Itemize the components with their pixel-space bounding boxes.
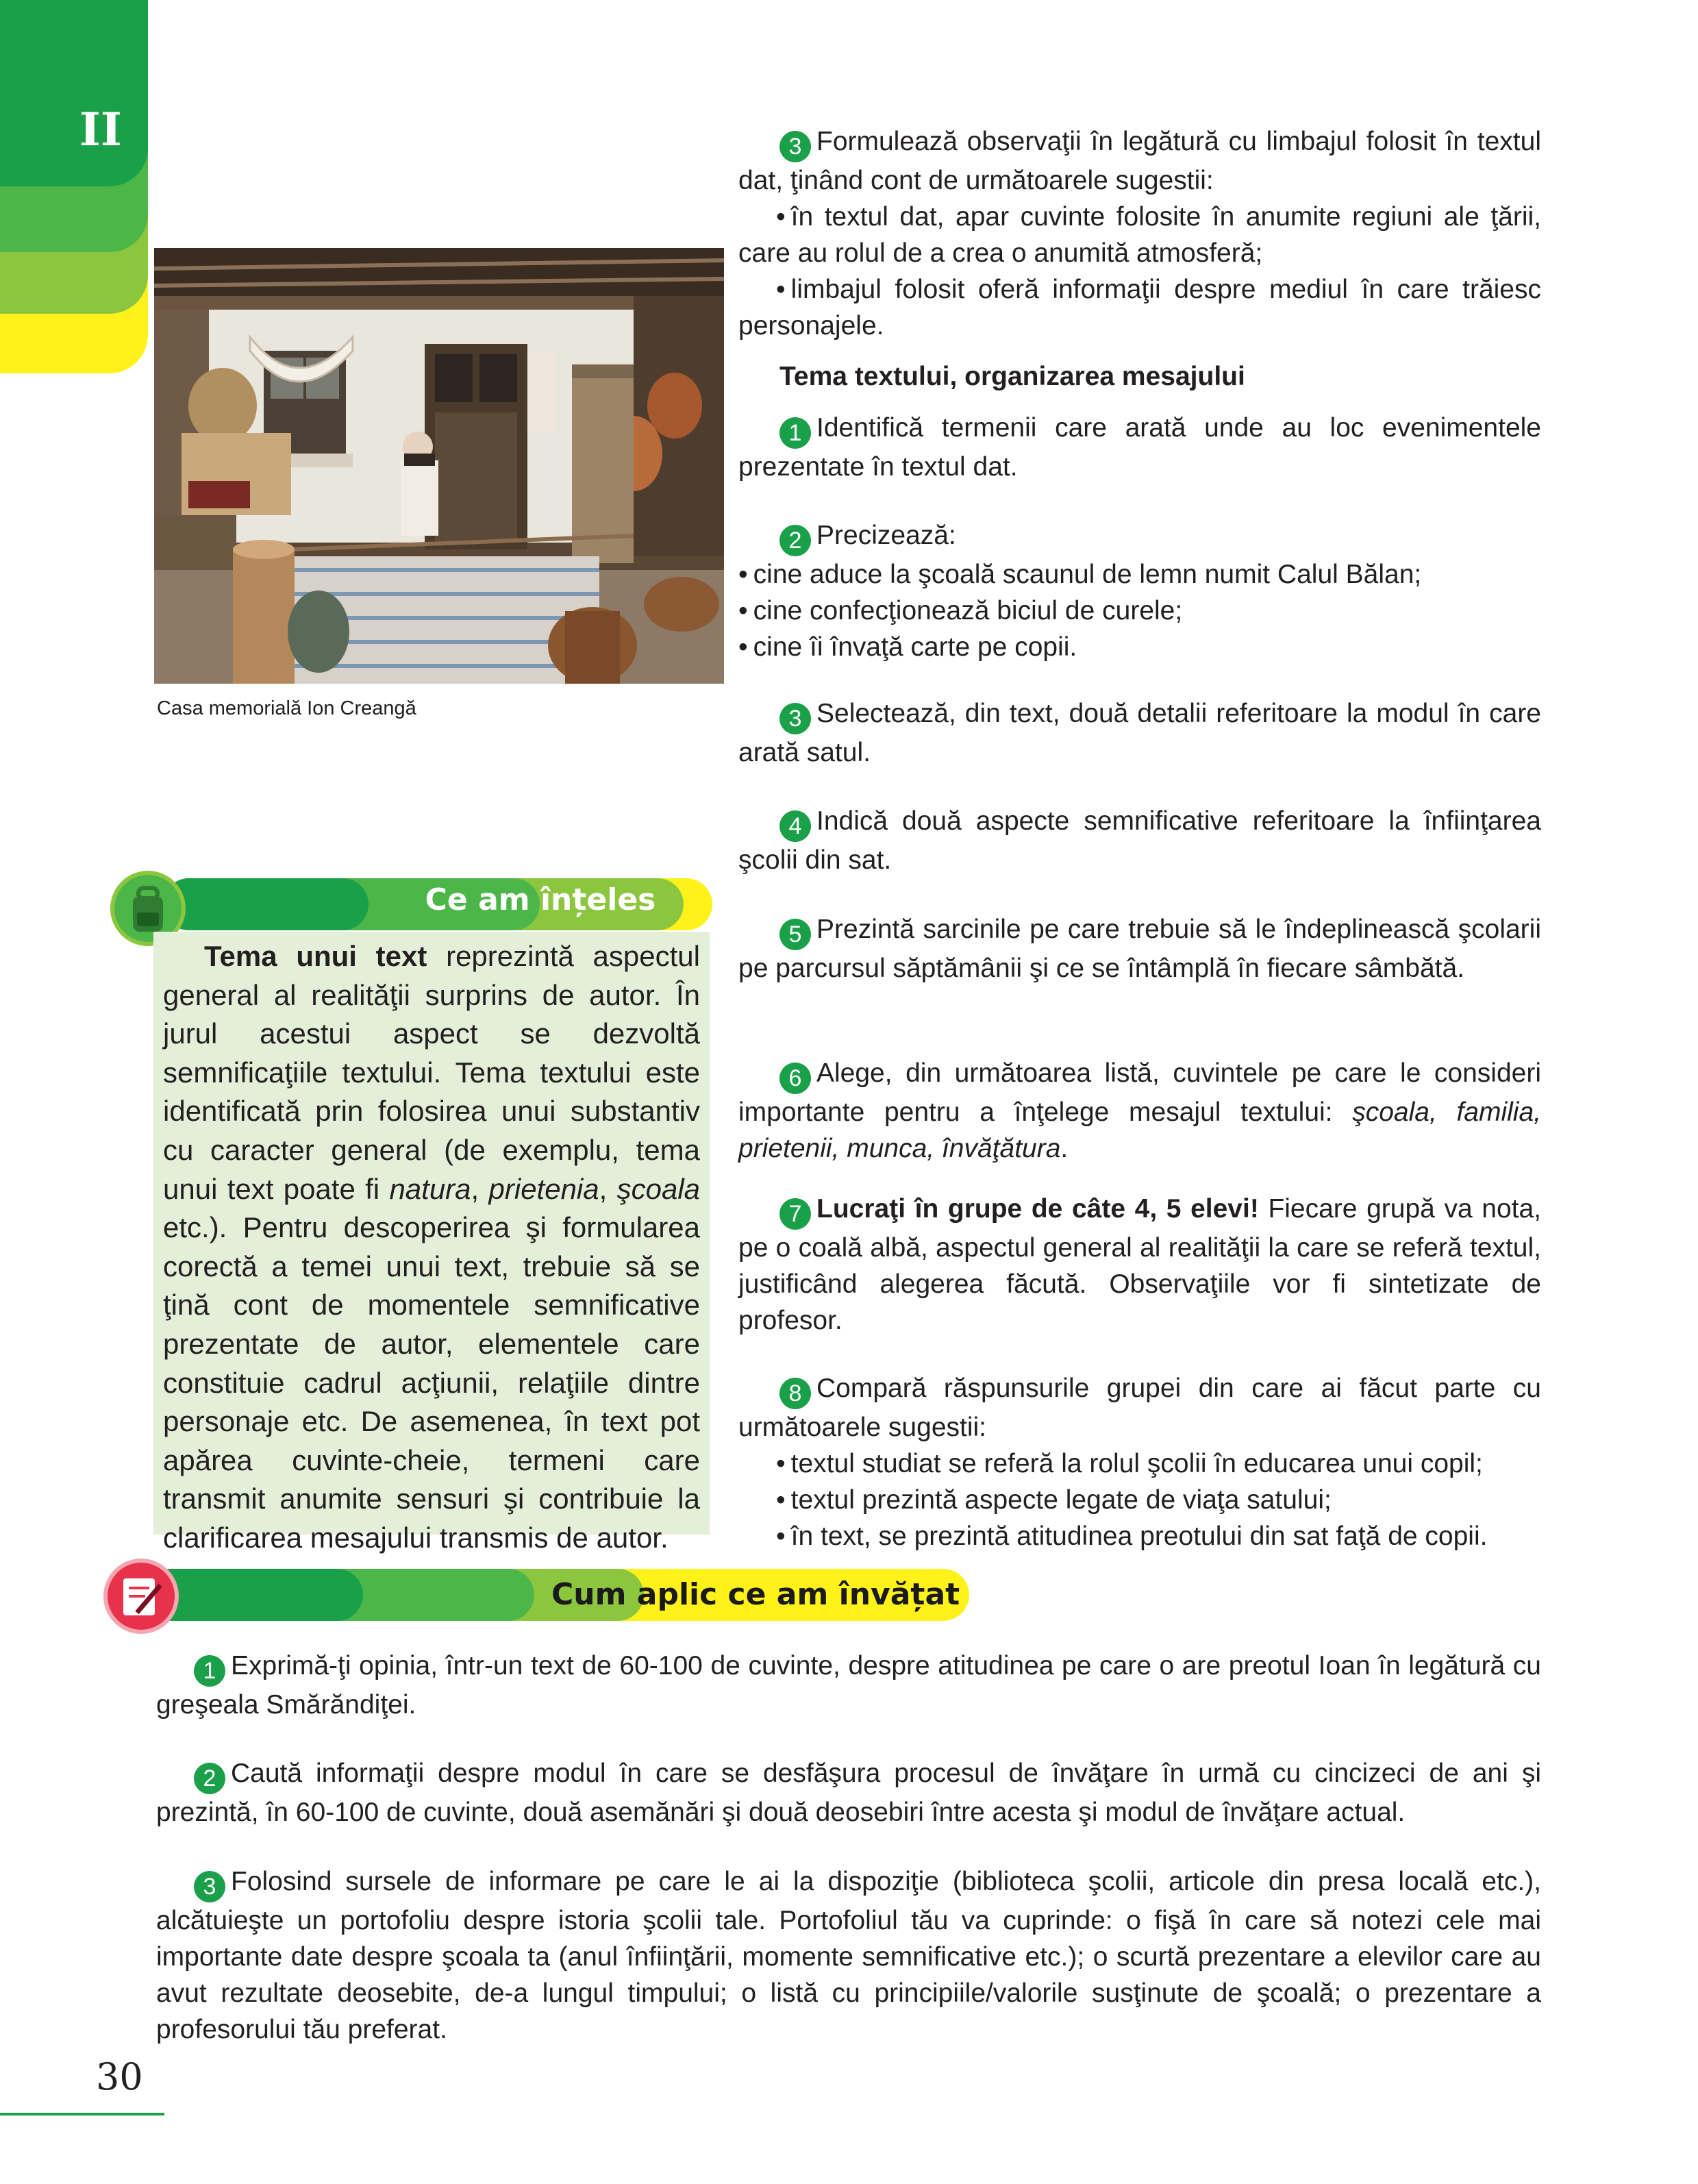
exercise-number: 5 <box>779 919 811 950</box>
chapter-label: II <box>79 103 122 156</box>
exercise-number: 1 <box>194 1655 225 1687</box>
exercise-8 <box>738 1370 1541 1554</box>
bullet-item: • limbajul folosit oferă informaţii despre mediul în care trăiesc personajele. <box>738 275 1541 340</box>
exercise-number: 3 <box>194 1871 225 1902</box>
punctuation: . <box>1060 1134 1069 1163</box>
page-number: 30 <box>96 2055 143 2098</box>
footer-rule <box>0 2113 164 2115</box>
exercise-text: Fiecare grupă va nota, pe o coală albă, aspectul general al realităţii la care se referă textul, justificând alegerea făcută. Observaţiile vor fi sintetizate de profesor. <box>738 1194 1541 1335</box>
word-list: şcoala, familia, prietenii, munca, învăţătura <box>738 1097 1542 1163</box>
cum-aplic-header <box>103 1567 969 1622</box>
exercise-number: 3 <box>779 703 811 734</box>
exercise-number: 3 <box>779 131 811 162</box>
example-word: prietenia <box>488 1172 599 1205</box>
apply-exercise-3 <box>156 1863 1541 2048</box>
tab-band-darkgreen <box>0 0 148 186</box>
exercise-text: Indică două aspecte semnificative referitoare la înfiinţarea şcolii din sat. <box>738 806 1541 875</box>
ce-am-inteles-text: Tema unui text reprezintă aspectul general al realităţii surprins de autor. În jurul acestui aspect se dezvoltă semnificaţiile textului. Tema textului este identificată prin folosirea unui substantiv cu caracter general (de exemplu, tema unui text poate fi natura, prietenia, şcoala etc.). Pentru descoperirea şi formularea corectă a temei unui text, trebuie să se ţină cont de momentele semnificative prezentate de autor, elementele care constituie cadrul acţiunii, relaţiile dintre personaje etc. De asemenea, în text pot apărea cuvinte-cheie, termeni care transmit anumite sensuri şi contribuie la clarificarea mesajului transmis de autor. <box>163 940 701 1554</box>
bullet-item: • textul studiat se referă la rolul şcolii în educarea unui copil; <box>776 1449 1483 1478</box>
exercise-text: Compară răspunsurile grupei din care ai făcut parte cu următoarele sugestii: <box>738 1374 1541 1442</box>
bullet-item: • cine aduce la şcoală scaunul de lemn numit Calul Bălan; <box>738 560 1421 589</box>
exercise-number: 8 <box>779 1378 811 1409</box>
exercise-2 <box>738 517 1541 665</box>
exercise-number: 7 <box>779 1198 811 1230</box>
exercise-instruction: Lucraţi în grupe de câte 4, 5 elevi! <box>816 1194 1259 1224</box>
bullet-item: • textul prezintă aspecte legate de viaţa satului; <box>776 1485 1332 1515</box>
exercise-text: Identifică termenii care arată unde au loc evenimentele prezentate în textul dat. <box>738 413 1541 482</box>
bullet-item: • în text, se prezintă atitudinea preotului din sat faţă de copii. <box>776 1522 1487 1551</box>
definition-text: reprezintă aspectul general al realităţii surprins de autor. În jurul acestui aspect se dezvoltă semnificaţiile textului. Tema textului este identificată prin folosirea unui substantiv cu caracter general (de exemplu, tema unui text poate fi <box>163 940 700 1205</box>
apply-exercise-2 <box>156 1755 1541 1831</box>
chapter-number <box>0 103 148 156</box>
exercise-4 <box>738 803 1541 878</box>
example-word: natura <box>389 1172 471 1205</box>
section-subheading: Tema textului, organizarea mesajului <box>779 362 1245 391</box>
exercise-text: Caută informaţii despre modul în care se desfăşura procesul de învăţare în urmă cu cincizeci de ani şi prezintă, în 60-100 de cuvinte, două asemănări şi două deosebiri între acesta şi modul de învăţare actual. <box>156 1759 1541 1827</box>
exercise-number: 2 <box>194 1763 225 1794</box>
section-title: Cum aplic ce am învățat <box>551 1577 960 1612</box>
exercise-7 <box>738 1191 1541 1339</box>
exercise-text: Selectează, din text, două detalii referitoare la modul în care arată satul. <box>738 699 1541 767</box>
photo-caption: Casa memorială Ion Creangă <box>157 697 416 719</box>
pencil-note-icon <box>103 1558 179 1635</box>
apply-exercise-1 <box>156 1648 1541 1723</box>
exercise-number: 6 <box>779 1063 811 1094</box>
bullet-item: • cine confecţionează biciul de curele; <box>738 596 1182 625</box>
photo-icon <box>154 248 724 684</box>
exercise-5 <box>738 911 1541 986</box>
bullet-item: • cine îi învaţă carte pe copii. <box>738 632 1077 662</box>
exercise-text: Prezintă sarcinile pe care trebuie să le îndeplinească şcolarii pe parcursul săptămânii şi ce se întâmplă în fiecare sâmbătă. <box>738 915 1541 983</box>
exercise-text: Alege, din următoarea listă, cuvintele pe care le consideri importante pentru a înţelege mesajul textului: <box>738 1058 1541 1127</box>
exercise-number: 4 <box>779 810 811 842</box>
example-word: şcoala <box>616 1172 701 1205</box>
exercise-3a <box>738 123 1541 344</box>
box-title: Ce am înțeles <box>425 882 656 917</box>
definition-text: etc.). Pentru descoperirea şi formularea corectă a temei unui text, trebuie să se ţină cont de momentele semnificative prezentate de autor, elementele care constituie cadrul acţiunii, relaţiile dintre personaje etc. De asemenea, în text pot apărea cuvinte-cheie, termeni care transmit anumite sensuri şi contribuie la clarificarea mesajului transmis de autor. <box>163 1211 700 1554</box>
exercise-1 <box>738 410 1541 485</box>
exercise-number: 1 <box>779 417 811 449</box>
exercise-3b <box>738 695 1541 771</box>
exercise-text: Formulează observaţii în legătură cu limbajul folosit în textul dat, ţinând cont de următoarele sugestii: <box>738 127 1541 195</box>
exercise-text: Precizează: <box>816 521 956 550</box>
exercise-text: Exprimă-ţi opinia, într-un text de 60-100 de cuvinte, despre atitudinea pe care o are preotul Ioan în legătură cu greşeala Smărăndiţei. <box>156 1651 1541 1720</box>
bullet-item: • în textul dat, apar cuvinte folosite în anumite regiuni ale ţării, care au rolul de a crea o anumită atmosferă; <box>738 202 1541 268</box>
exercise-text: Folosind sursele de informare pe care le ai la dispoziţie (biblioteca şcolii, articole din presa locală etc.), alcătuieşte un portofoliu despre istoria şcolii tale. Portofoliul tău va cuprinde: o fişă în care să notezi cele mai importante date despre şcoala ta (anul înfiinţării, momente semnificative etc.); o scurtă prezentare a elevilor care au avut rezultate deosebite, de-a lungul timpului; o listă cu principiile/valorile susţinute de şcoală; o prezentare a profesorului tău preferat. <box>156 1867 1541 2044</box>
memorial-house-photo <box>154 248 724 684</box>
key-term: Tema unui text <box>204 940 427 972</box>
exercise-6 <box>738 1055 1541 1167</box>
exercise-number: 2 <box>779 525 811 556</box>
ce-am-inteles-header <box>110 877 712 930</box>
